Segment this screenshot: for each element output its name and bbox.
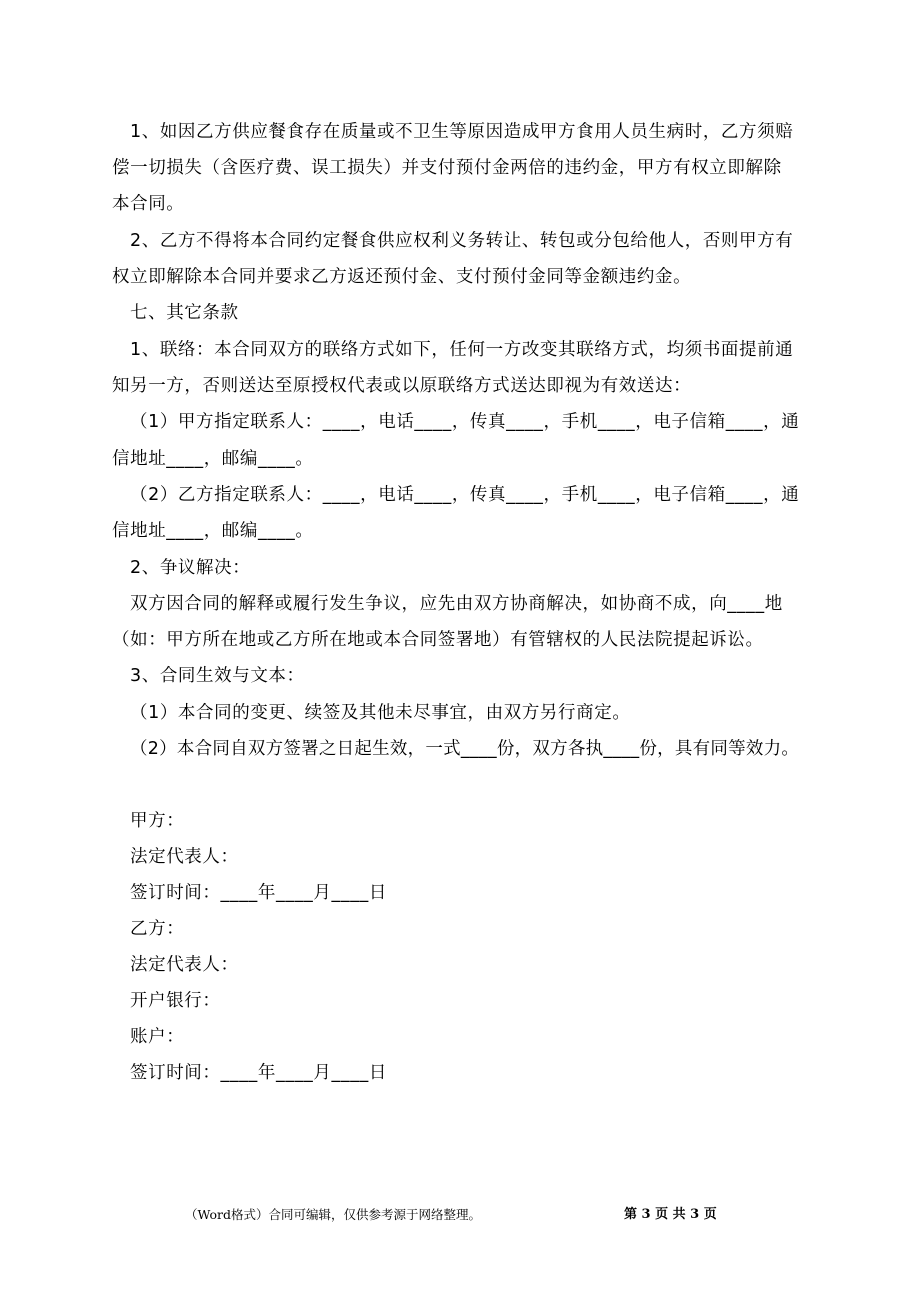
body-line: 双方因合同的解释或履行发生争议，应先由双方协商解决，如协商不成，向____地	[130, 594, 783, 614]
body-line: 2、争议解决：	[130, 558, 251, 578]
signature-line: 账户：	[130, 1027, 185, 1047]
body-line: 权立即解除本合同并要求乙方返还预付金、支付预付金同等金额违约金。	[112, 267, 692, 287]
signature-line: 法定代表人：	[130, 955, 239, 975]
signature-line: 乙方：	[130, 919, 185, 939]
signature-line: 甲方：	[130, 811, 185, 831]
body-line: 信地址____，邮编____。	[112, 449, 314, 469]
body-line: 知另一方，否则送达至原授权代表或以原联络方式送达即视为有效送达：	[112, 376, 692, 396]
body-line: （1）甲方指定联系人：____，电话____，传真____，手机____，电子信箱____，通	[130, 412, 800, 432]
body-line: （1）本合同的变更、续签及其他未尽事宜，由双方另行商定。	[130, 703, 631, 723]
signature-line: 开户银行：	[130, 991, 221, 1011]
body-line: （2）本合同自双方签署之日起生效，一式____份，双方各执____份，具有同等效力。	[130, 739, 800, 759]
section-heading: 七、其它条款	[130, 303, 239, 323]
body-line: （如：甲方所在地或乙方所在地或本合同签署地）有管辖权的人民法院提起诉讼。	[112, 630, 764, 650]
body-line: 信地址____，邮编____。	[112, 521, 314, 541]
body-line: 偿一切损失（含医疗费、误工损失）并支付预付金两倍的违约金，甲方有权立即解除	[112, 158, 782, 178]
signature-line: 法定代表人：	[130, 847, 239, 867]
page-number: 第 3 页 共 3 页	[624, 1207, 717, 1222]
body-line: 1、联络：本合同双方的联络方式如下，任何一方改变其联络方式，均须书面提前通	[130, 340, 794, 360]
signature-line: 签订时间：____年____月____日	[130, 1063, 387, 1083]
footer-note: （Word格式）合同可编辑，仅供参考源于网络整理。	[185, 1207, 482, 1222]
signature-line: 签订时间：____年____月____日	[130, 883, 387, 903]
body-line: 本合同。	[112, 194, 185, 214]
body-line: 1、如因乙方供应餐食存在质量或不卫生等原因造成甲方食用人员生病时，乙方须赔	[130, 122, 794, 142]
body-line: 2、乙方不得将本合同约定餐食供应权利义务转让、转包或分包给他人，否则甲方有	[130, 231, 794, 251]
body-line: （2）乙方指定联系人：____，电话____，传真____，手机____，电子信箱____，通	[130, 485, 800, 505]
body-line: 3、合同生效与文本：	[130, 666, 305, 686]
